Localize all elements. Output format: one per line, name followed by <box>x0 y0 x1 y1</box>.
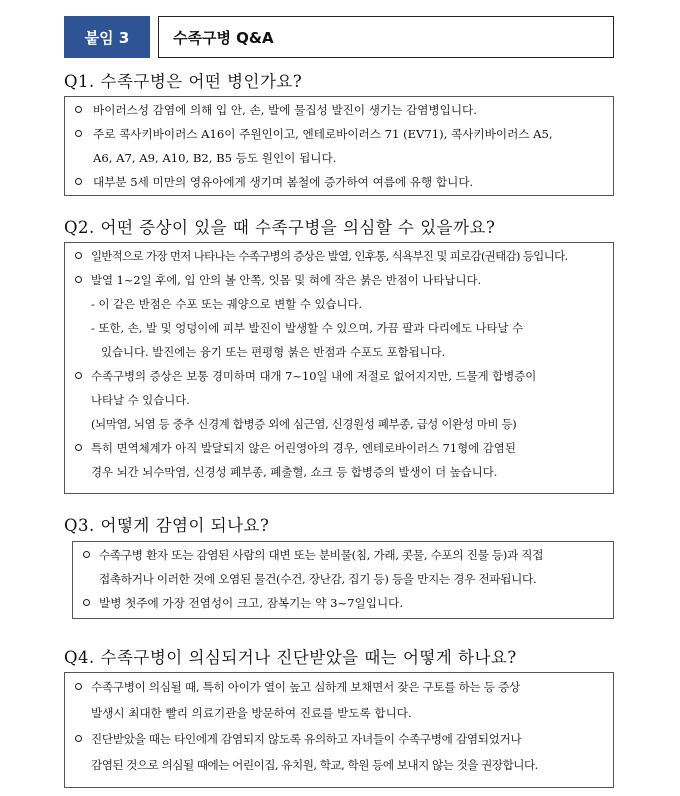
answer-line: - 이 같은 반점은 수포 또는 궤양으로 변할 수 있습니다. <box>91 297 363 311</box>
bullet-circle-icon <box>75 444 82 451</box>
answer-line: 특히 면역체계가 아직 발달되지 않은 어린영아의 경우, 엔테로바이러스 71형에 감염된 <box>91 441 516 455</box>
bullet-circle-icon <box>75 735 82 742</box>
answer-line: 진단받았을 때는 타인에게 감염되지 않도록 유의하고 자녀들이 수족구병에 감염되었거나 <box>91 732 522 746</box>
answer-line: 대부분 5세 미만의 영유아에게 생기며 봄철에 증가하여 여름에 유행 합니다. <box>93 175 474 189</box>
bullet-circle-icon <box>75 683 82 690</box>
question-2: Q2. 어떤 증상이 있을 때 수족구병을 의심할 수 있을까요? <box>64 218 496 237</box>
question-1: Q1. 수족구병은 어떤 병인가요? <box>64 72 303 91</box>
answer-line: 일반적으로 가장 먼저 나타나는 수족구병의 증상은 발열, 인후통, 식욕부진 및 피로감(권태감) 등입니다. <box>91 249 568 263</box>
answer-line: 발열 1~2일 후에, 입 안의 볼 안쪽, 잇몸 및 혀에 작은 붉은 반점이 나타납니다. <box>91 273 482 287</box>
bullet-circle-icon <box>83 599 90 606</box>
bullet-circle-icon <box>75 372 82 379</box>
bullet-circle-icon <box>83 551 90 558</box>
answer-box-1 <box>64 96 614 196</box>
answer-line: 나타날 수 있습니다. <box>91 393 190 407</box>
bullet-circle-icon <box>75 276 82 283</box>
answer-line: 발생시 최대한 빨리 의료기관을 방문하여 진료를 받도록 합니다. <box>91 706 412 720</box>
answer-line: 경우 뇌간 뇌수막염, 신경성 폐부종, 폐출혈, 쇼크 등 합병증의 발생이 더 높습니다. <box>91 465 498 479</box>
question-4: Q4. 수족구병이 의심되거나 진단받았을 때는 어떻게 하나요? <box>64 648 517 667</box>
bullet-circle-icon <box>75 130 82 137</box>
answer-line: A6, A7, A9, A10, B2, B5 등도 원인이 됩니다. <box>93 151 337 165</box>
answer-box-4 <box>64 672 614 788</box>
document-title: 수족구병 Q&A <box>158 16 614 58</box>
answer-line: - 또한, 손, 발 및 엉덩이에 피부 발진이 발생할 수 있으며, 가끔 팔과 다리에도 나타날 수 <box>91 321 524 335</box>
answer-line: 있습니다. 발진에는 융기 또는 편평형 붉은 반점과 수포도 포함됩니다. <box>101 345 446 359</box>
answer-box-2 <box>64 242 614 494</box>
bullet-circle-icon <box>75 178 82 185</box>
bullet-circle-icon <box>75 106 82 113</box>
answer-line: 주로 콕사키바이러스 A16이 주원인이고, 엔테로바이러스 71 (EV71), 콕사키바이러스 A5, <box>93 127 553 141</box>
answer-line: 접촉하거나 이러한 것에 오염된 물건(수건, 장난감, 집기 등) 등을 만지는 경우 전파됩니다. <box>99 572 537 586</box>
attachment-badge: 붙임 3 <box>64 16 150 58</box>
answer-line: 바이러스성 감염에 의해 입 안, 손, 발에 물집성 발진이 생기는 감염병입니다. <box>93 103 477 117</box>
answer-line: 수족구병이 의심될 때, 특히 아이가 열이 높고 심하게 보채면서 잦은 구토를 하는 등 증상 <box>91 680 520 694</box>
answer-line: (뇌막염, 뇌염 등 중추 신경계 합병증 외에 심근염, 신경원성 폐부종, 급성 이완성 마비 등) <box>91 417 517 431</box>
answer-line: 감염된 것으로 의심될 때에는 어린이집, 유치원, 학교, 학원 등에 보내지 않는 것을 권장합니다. <box>91 758 538 772</box>
answer-line: 수족구병 환자 또는 감염된 사람의 대변 또는 분비물(침, 가래, 콧물, 수포의 진물 등)과 직접 <box>99 548 544 562</box>
bullet-circle-icon <box>75 252 82 259</box>
answer-box-3 <box>72 541 614 619</box>
page-header <box>64 16 614 58</box>
answer-line: 수족구병의 증상은 보통 경미하며 대개 7~10일 내에 저절로 없어지지만, 드물게 합병증이 <box>91 369 537 383</box>
question-3: Q3. 어떻게 감염이 되나요? <box>64 516 270 535</box>
answer-line: 발병 첫주에 가장 전염성이 크고, 잠복기는 약 3~7일입니다. <box>99 596 404 610</box>
